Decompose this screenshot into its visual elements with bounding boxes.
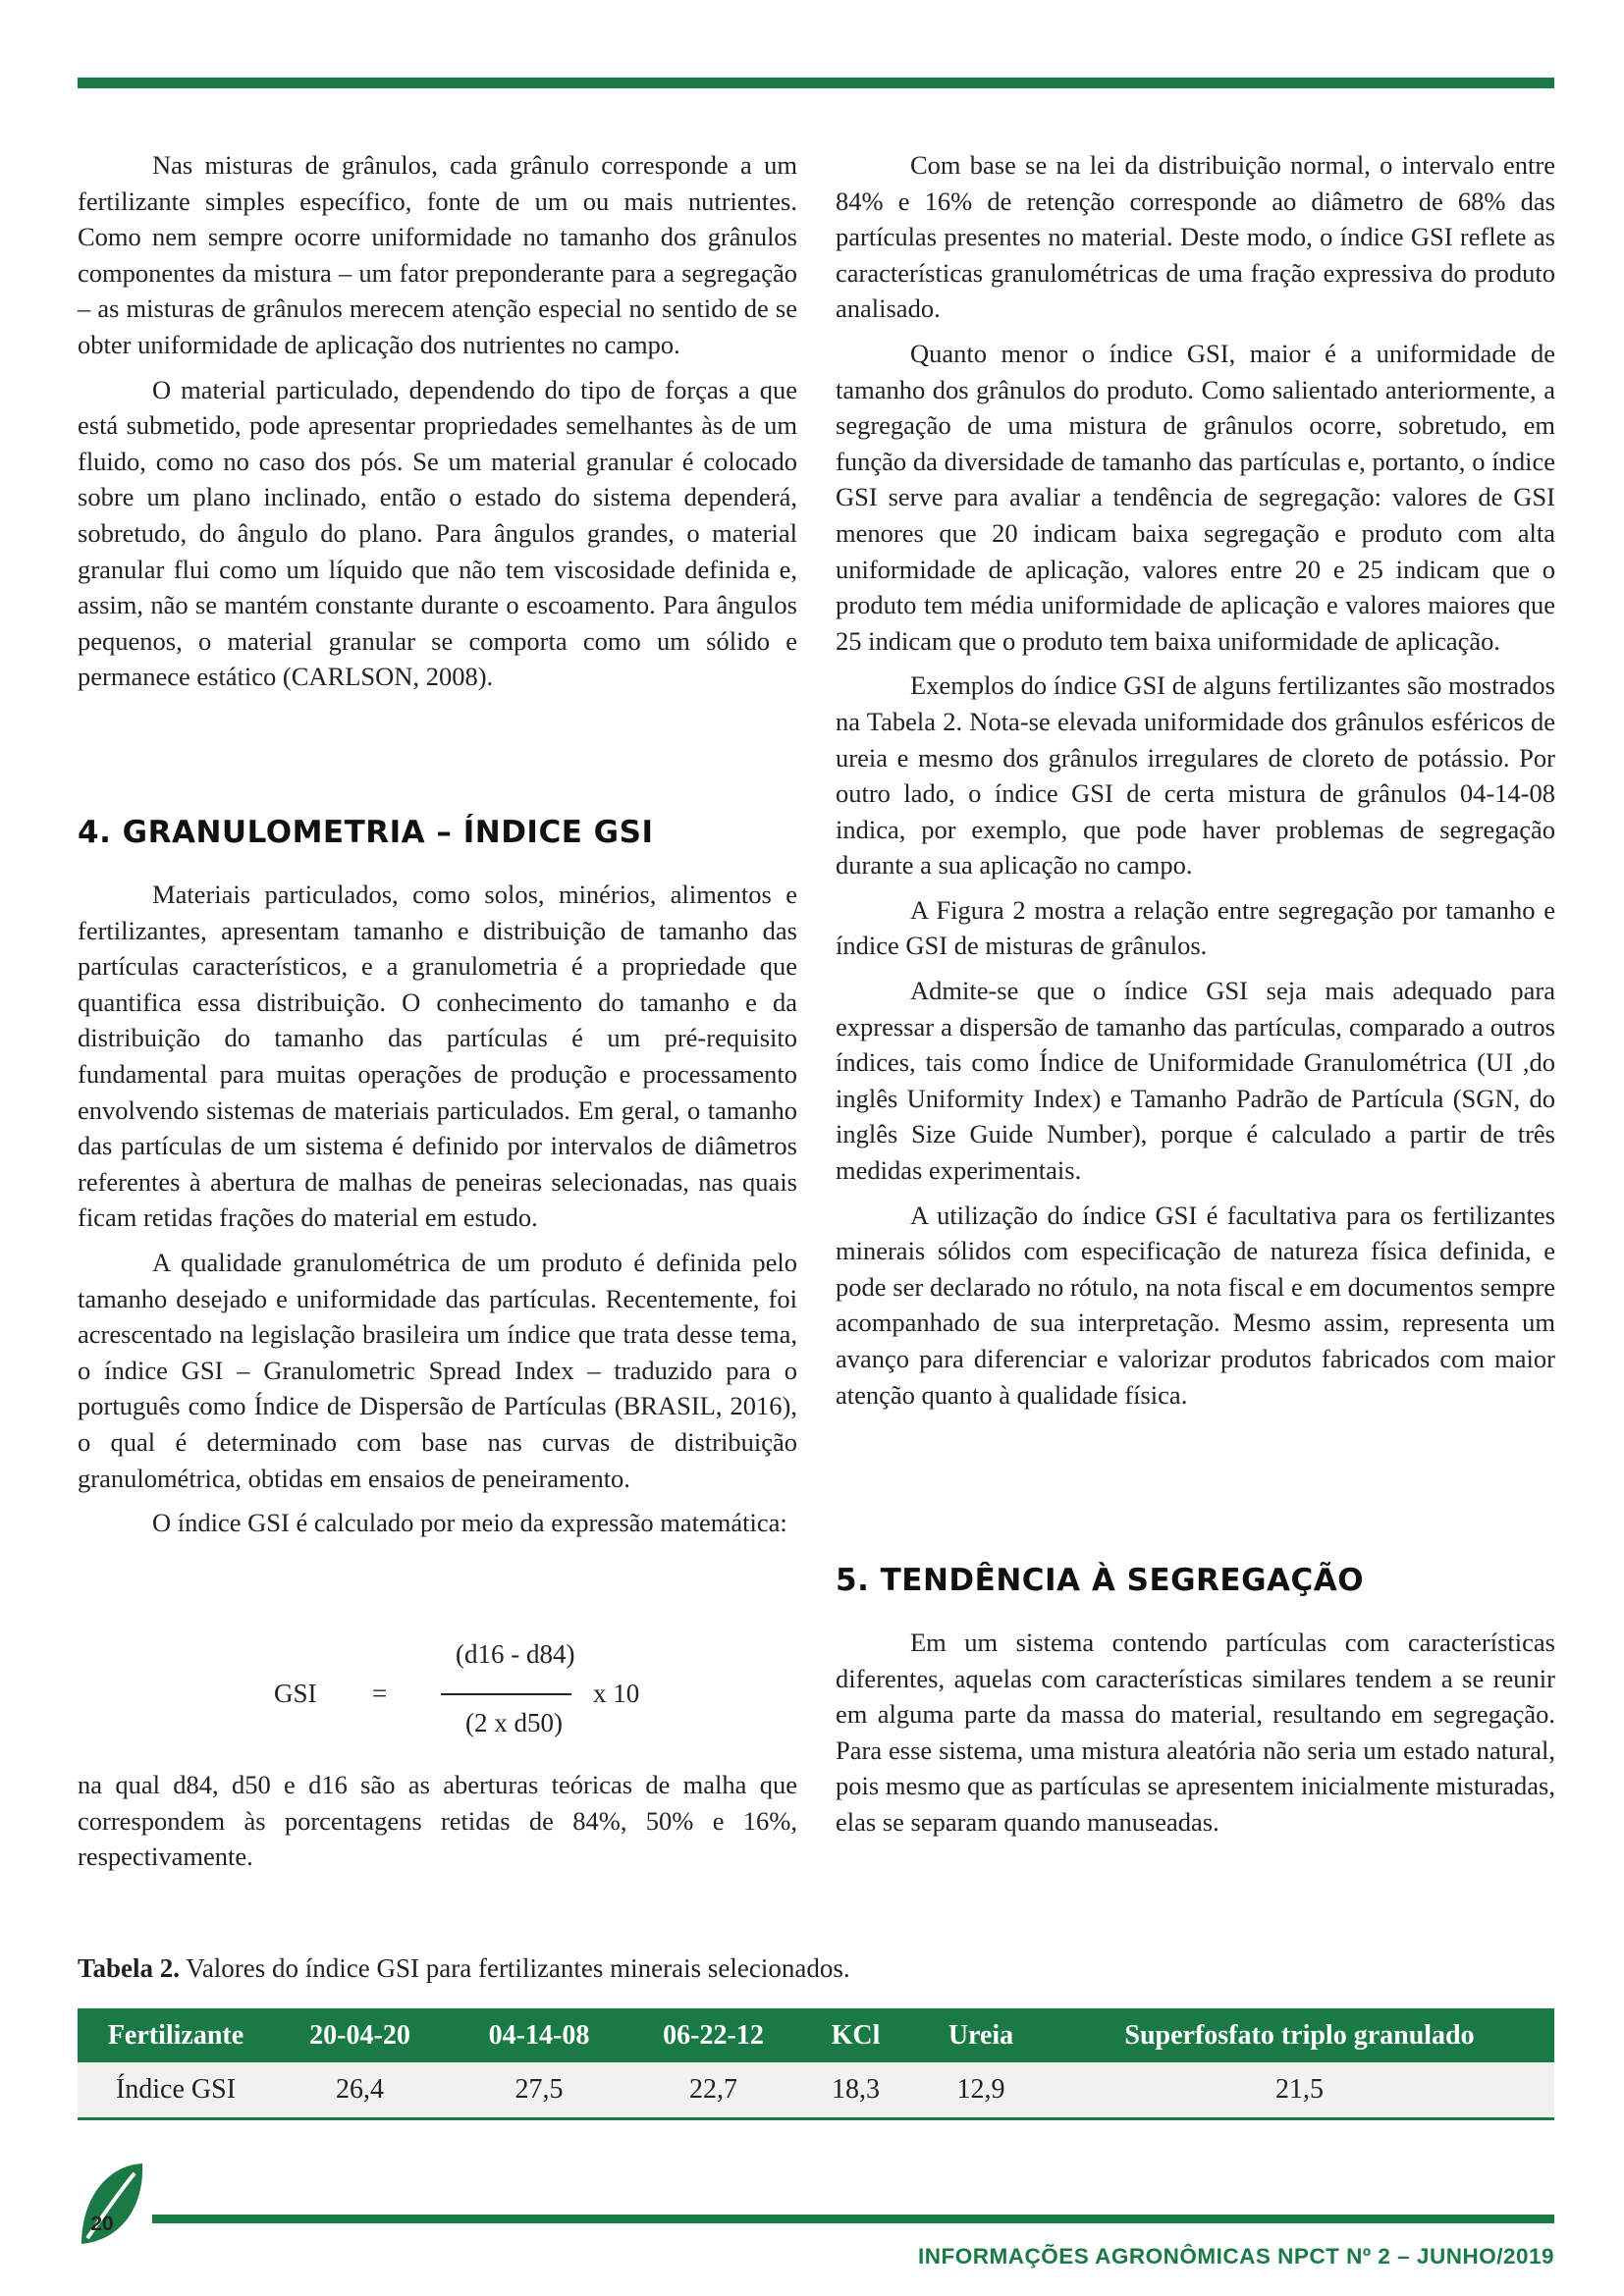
table-header: Superfosfato triplo granulado [1045, 2008, 1554, 2062]
table-caption [78, 1953, 850, 1984]
paragraph: O material particulado, dependendo do tipo de forças a que está submetido, pode apresentar propriedades semelhantes às de um fluido, como no caso dos pós. Se um material granular é colocado sobre um plano inclinado, então o estado do sistema dependerá, sobretudo, do ângulo do plano. Para ângulos grandes, o material granular flui como um líquido que não tem viscosidade definida e, assim, não se mantém constante durante o escoamento. Para ângulos pequenos, o material granular se comporta como um sólido e permanece estático (CARLSON, 2008). [78, 374, 797, 692]
paragraph: Com base se na lei da distribuição normal, o intervalo entre 84% e 16% de retenção corresponde ao diâmetro de 68% das partículas presentes no material. Deste modo, o índice GSI reflete as características granulométricas de uma fração expressiva do produto analisado. [836, 150, 1555, 324]
caption-label: Tabela 2. [78, 1953, 181, 1983]
paragraph: Materiais particulados, como solos, minérios, alimentos e fertilizantes, apresentam tamanho e distribuição de tamanho das partículas característicos, e a granulometria é a propriedade que quantifica essa distribuição. O conhecimento do tamanho e da distribuição do tamanho das partículas é um pré-requisito fundamental para muitas operações de produção e processamento envolvendo sistemas de materiais particulados. Em geral, o tamanho das partículas de um sistema é definido por intervalos de diâmetros referentes à abertura de malhas de peneiras selecionadas, nas quais ficam retidas frações do material em estudo. [78, 880, 797, 1233]
top-rule [78, 78, 1554, 88]
paragraph: O índice GSI é calculado por meio da expressão matemática: [152, 1508, 787, 1538]
table-cell: Índice GSI [78, 2062, 274, 2119]
table-cell: 26,4 [274, 2062, 446, 2119]
formula-multiplier: x 10 [593, 1679, 640, 1708]
table-header: Fertilizante [78, 2008, 274, 2062]
formula-equals: = [372, 1679, 388, 1708]
page-number: 20 [90, 2213, 114, 2235]
fraction-bar [441, 1693, 571, 1695]
gsi-formula [78, 1639, 797, 1747]
section-4-heading: 4. GRANULOMETRIA – ÍNDICE GSI [78, 815, 654, 850]
right-column [836, 147, 1555, 1421]
section-5-body [836, 1625, 1555, 1849]
table-cell: 22,7 [632, 2062, 794, 2119]
section-4-body [78, 877, 797, 1550]
paragraph: Admite-se que o índice GSI seja mais adequado para expressar a dispersão de tamanho das partículas, comparado a outros índices, tais como Índice de Uniformidade Granulométrica (UI ,do inglês Uniformity Index) e Tamanho Padrão de Partícula (SGN, do inglês Size Guide Number), porque é calculado a partir de três medidas experimentais. [836, 976, 1555, 1186]
section-5-heading: 5. TENDÊNCIA À SEGREGAÇÃO [836, 1563, 1365, 1598]
left-column [78, 147, 797, 704]
table-cell: 21,5 [1045, 2062, 1554, 2119]
table-header: 20-04-20 [274, 2008, 446, 2062]
formula-denominator: (2 x d50) [465, 1708, 563, 1737]
caption-text: Valores do índice GSI para fertilizantes minerais selecionados. [180, 1953, 850, 1983]
bottom-rule [152, 2215, 1554, 2223]
table-cell: 18,3 [794, 2062, 917, 2119]
formula-explanation: na qual d84, d50 e d16 são as aberturas teóricas de malha que correspondem às porcentagens retidas de 84%, 50% e 16%, respectivamente. [78, 1770, 797, 1872]
table-header: 04-14-08 [446, 2008, 632, 2062]
paragraph: A Figura 2 mostra a relação entre segregação por tamanho e índice GSI de misturas de grânulos. [836, 894, 1555, 961]
paragraph: A qualidade granulométrica de um produto é definida pelo tamanho desejado e uniformidade das partículas. Recentemente, foi acrescentado na legislação brasileira um índice que trata desse tema, o índice GSI – Granulometric Spread Index – traduzido para o português como Índice de Dispersão de Partículas (BRASIL, 2016), o qual é determinado com base nas curvas de distribuição granulométrica, obtidas em ensaios de peneiramento. [78, 1247, 797, 1493]
table-cell: 12,9 [917, 2062, 1045, 2119]
gsi-table [78, 2008, 1554, 2120]
table-header: Ureia [917, 2008, 1045, 2062]
paragraph: Quanto menor o índice GSI, maior é a uniformidade de tamanho dos grânulos do produto. Como salientado anteriormente, a segregação de uma mistura de grânulos ocorre, sobretudo, em função da diversidade de tamanho das partículas e, portanto, o índice GSI serve para avaliar a tendência de segregação: valores de GSI menores que 20 indicam baixa segregação e produto com alta uniformidade de aplicação, valores entre 20 e 25 indicam que o produto tem média uniformidade de aplicação e valores maiores que 25 indicam que o produto tem baixa uniformidade de aplicação. [836, 338, 1555, 656]
table-header-row [78, 2008, 1554, 2062]
paragraph: A utilização do índice GSI é facultativa para os fertilizantes minerais sólidos com especificação de natureza física definida, e pode ser declarado no rótulo, na nota fiscal e em documentos sempre acompanhado de sua interpretação. Mesmo assim, representa um avanço para diferenciar e valorizar produtos fabricados com maior atenção quanto à qualidade física. [836, 1200, 1555, 1410]
table-header: KCl [794, 2008, 917, 2062]
formula-numerator: (d16 - d84) [456, 1639, 575, 1669]
paragraph: Nas misturas de grânulos, cada grânulo corresponde a um fertilizante simples específico, fonte de um ou mais nutrientes. Como nem sempre ocorre uniformidade no tamanho dos grânulos componentes da mistura – um fator preponderante para a segregação – as misturas de grânulos merecem atenção especial no sentido de se obter uniformidade de aplicação dos nutrientes no campo. [78, 150, 797, 359]
table-row [78, 2062, 1554, 2119]
publication-footer: INFORMAÇÕES AGRONÔMICAS NPCT Nº 2 – JUNHO/2019 [918, 2244, 1554, 2269]
table-header: 06-22-12 [632, 2008, 794, 2062]
paragraph: Exemplos do índice GSI de alguns fertilizantes são mostrados na Tabela 2. Nota-se elevada uniformidade dos grânulos esféricos de ureia e mesmo dos grânulos irregulares de cloreto de potássio. Por outro lado, o índice GSI de certa mistura de grânulos 04-14-08 indica, por exemplo, que pode haver problemas de segregação durante a sua aplicação no campo. [836, 670, 1555, 881]
paragraph: Em um sistema contendo partículas com características diferentes, aquelas com características similares tendem a se reunir em alguma parte da massa do material, resultando em segregação. Para esse sistema, uma mistura aleatória não seria um estado natural, pois mesmo que as partículas se apresentem inicialmente misturadas, elas se separam quando manuseadas. [836, 1628, 1555, 1837]
formula-lhs: GSI [274, 1679, 317, 1708]
table-cell: 27,5 [446, 2062, 632, 2119]
